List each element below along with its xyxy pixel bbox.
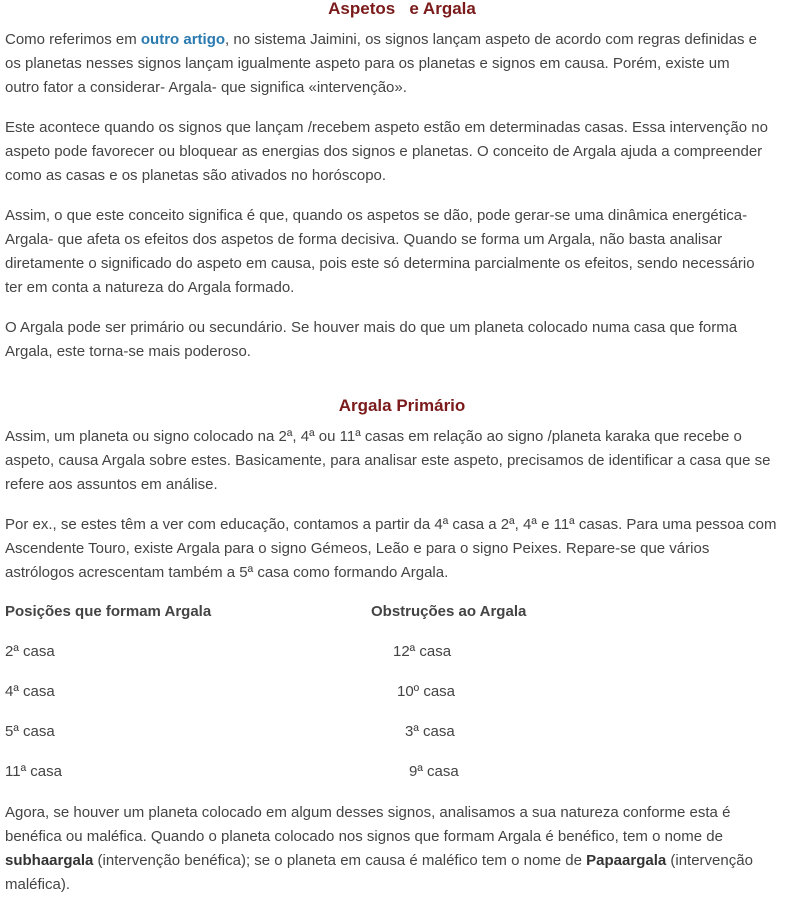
table-header-positions: Posições que formam Argala bbox=[5, 603, 212, 620]
text-segment: Como referimos em bbox=[5, 31, 141, 48]
paragraph-line: Argala, este torna-se mais poderoso. bbox=[5, 343, 251, 360]
table-cell-obstruction: 9ª casa bbox=[409, 763, 459, 780]
outro-artigo-link[interactable]: outro artigo bbox=[140, 31, 226, 48]
text-segment: (intervenção benéfica); se o planeta em causa é maléfico tem o nome de bbox=[93, 852, 587, 869]
table-cell-position: 5ª casa bbox=[5, 723, 55, 740]
paragraph-concept bbox=[5, 204, 755, 300]
table-cell-obstruction: 10º casa bbox=[397, 683, 456, 700]
table-cell-position: 2ª casa bbox=[5, 643, 55, 660]
paragraph-line: como as casas e os planetas são ativados no horóscopo. bbox=[5, 167, 387, 184]
article-title: Aspetos e Argala bbox=[328, 0, 476, 18]
paragraph-line: Assim, o que este conceito significa é que, quando os aspetos se dão, pode gerar-se uma dinâmica energética- bbox=[5, 207, 748, 224]
table-header-obstructions: Obstruções ao Argala bbox=[371, 603, 527, 620]
term-papaargala: Papaargala bbox=[586, 852, 667, 869]
paragraph-line bbox=[5, 28, 757, 52]
paragraph-primary-argala bbox=[5, 425, 770, 497]
paragraph-line: refere aos assuntos em análise. bbox=[5, 476, 218, 493]
section-heading: Argala Primário bbox=[338, 396, 466, 415]
paragraph-line: Por ex., se estes têm a ver com educação, contamos a partir da 4ª casa a 2ª, 4ª e 11ª casas. Para uma pessoa com bbox=[5, 516, 777, 533]
paragraph-line: os planetas nesses signos lançam igualmente aspeto para os planetas e signos em causa. Porém, existe um bbox=[5, 55, 730, 72]
paragraph-line: Este acontece quando os signos que lançam /recebem aspeto estão em determinadas casas. Essa intervenção no bbox=[5, 119, 768, 136]
paragraph-subhaargala bbox=[5, 801, 753, 897]
table-cell-position: 11ª casa bbox=[5, 763, 62, 780]
table-cell-obstruction: 12ª casa bbox=[393, 643, 452, 660]
paragraph-line: Argala- que afeta os efeitos dos aspetos de forma decisiva. Quando se forma um Argala, não basta analisar bbox=[5, 231, 723, 248]
paragraph-line: aspeto, causa Argala sobre estes. Basicamente, para analisar este aspeto, precisamos de identificar a casa que se bbox=[5, 452, 771, 469]
paragraph-line bbox=[5, 849, 753, 873]
paragraph-line: aspeto pode favorecer ou bloquear as energias dos signos e planetas. O conceito de Argala ajuda a compreender bbox=[5, 143, 763, 160]
paragraph-line: outro fator a considerar- Argala- que significa «intervenção». bbox=[5, 79, 407, 96]
text-segment: , no sistema Jaimini, os signos lançam aspeto de acordo com regras definidas e bbox=[225, 31, 757, 48]
paragraph-line: Assim, um planeta ou signo colocado na 2ª, 4ª ou 11ª casas em relação ao signo /planeta karaka que recebe o bbox=[5, 428, 742, 445]
paragraph-primary-secondary bbox=[5, 316, 737, 364]
paragraph-line: benéfica ou maléfica. Quando o planeta colocado nos signos que formam Argala é benéfico, tem o nome de bbox=[5, 828, 723, 845]
paragraph-example bbox=[5, 513, 776, 585]
table-cell-obstruction: 3ª casa bbox=[405, 723, 455, 740]
term-subhaargala: subhaargala bbox=[5, 852, 94, 869]
paragraph-line: Agora, se houver um planeta colocado em algum desses signos, analisamos a sua natureza conforme esta é bbox=[5, 804, 731, 821]
paragraph-line: O Argala pode ser primário ou secundário. Se houver mais do que um planeta colocado numa casa que forma bbox=[5, 319, 738, 336]
paragraph-intervention bbox=[5, 116, 768, 188]
paragraph-line: diretamente o significado do aspeto em causa, pois este só determina parcialmente os efeitos, sendo necessário bbox=[5, 255, 755, 272]
paragraph-intro bbox=[5, 28, 757, 100]
paragraph-line: maléfica). bbox=[5, 876, 71, 893]
table-cell-position: 4ª casa bbox=[5, 683, 55, 700]
paragraph-line: ter em conta a natureza do Argala formado. bbox=[5, 279, 295, 296]
paragraph-line: astrólogos acrescentam também a 5ª casa como formando Argala. bbox=[5, 564, 449, 581]
paragraph-line: Ascendente Touro, existe Argala para o signo Gémeos, Leão e para o signo Peixes. Repare-se que vários bbox=[5, 540, 710, 557]
text-segment: (intervenção bbox=[666, 852, 753, 869]
